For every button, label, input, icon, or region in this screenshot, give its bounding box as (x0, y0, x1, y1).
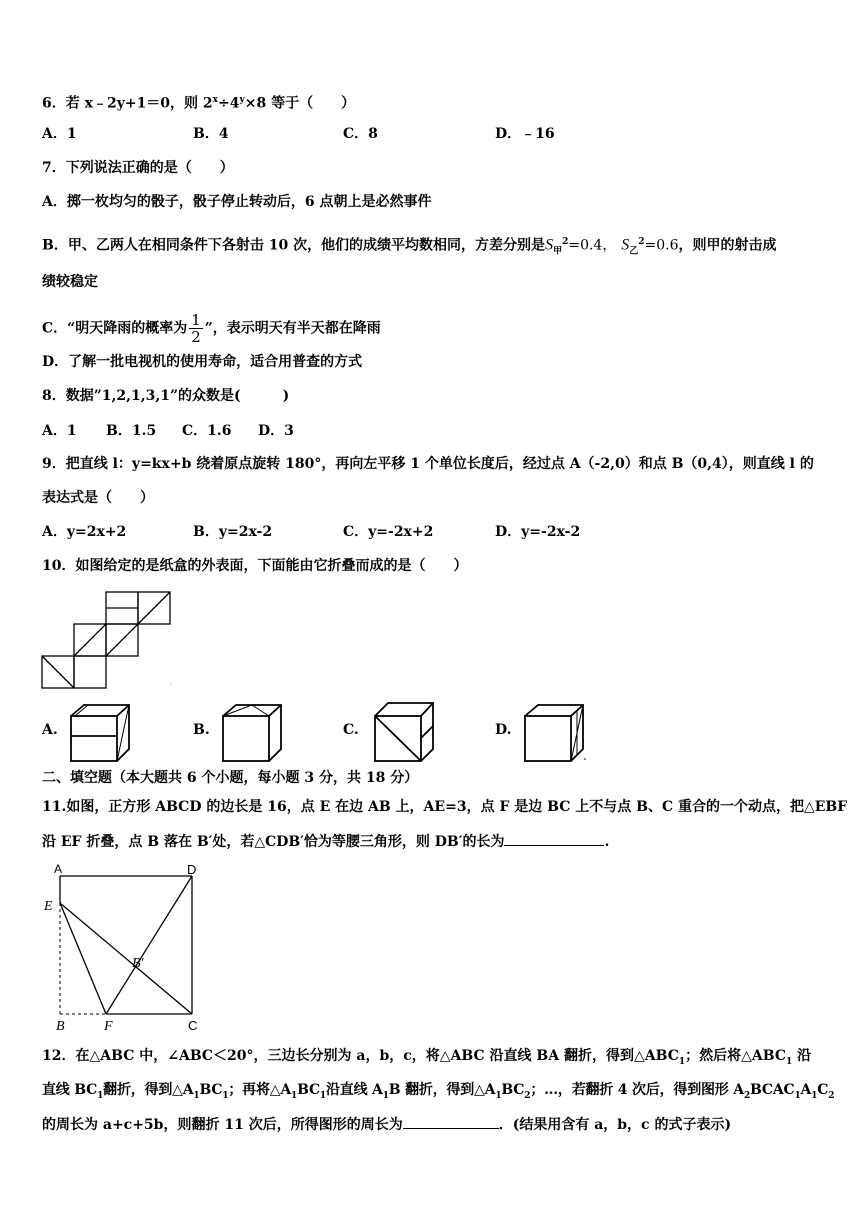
label-b-prime: B′ (132, 956, 144, 971)
q9-stem-line2: 表达式是（ ） (42, 490, 154, 506)
fraction-one-half: $\frac{1}{2}$ (191, 311, 201, 346)
label-d: D (187, 862, 197, 877)
q12-stem-line2: 直线 $BC_1$翻折，得到$\triangle A_1BC_1$；再将$\triangle A_1BC_1$沿直线 $A_1B$ 翻折，得到$\triangle A_1BC_2$；…，若翻折 4 次后，得到图形 $A_2BCAC_1A_1C_2$ (42, 1082, 835, 1101)
q9-option-d: D．y=-2x-2 (495, 524, 581, 540)
stray-mark: . (170, 680, 172, 687)
q8-option-a: A．1 (42, 423, 77, 439)
q10-option-a-label: A. (42, 722, 58, 738)
cube-option-d (522, 702, 588, 764)
answer-blank-q12[interactable] (403, 1114, 499, 1129)
q7-option-b-line2: 绩较稳定 (42, 274, 98, 290)
q6-stem: 6．若 x﹣2y+1＝0，则 $2^x\div 4^y\times 8$ 等于（ ） (42, 95, 356, 112)
q7-stem: 7．下列说法正确的是（ ） (42, 160, 234, 176)
q7-option-c: C．“明天降雨的概率为 $\frac{1}{2}$ ”，表示明天有半天都在降雨 (42, 311, 381, 346)
q7-option-b-line1: B．甲、乙两人在相同条件下各射击 10 次，他们的成绩平均数相同，方差分别是$S_甲^2=0.4$， $S_乙^2=0.6$，则甲的射击成 (42, 236, 777, 257)
q6-option-c: C．8 (343, 126, 378, 142)
q7-option-a: A．掷一枚均匀的骰子，骰子停止转动后，6 点朝上是必然事件 (42, 194, 432, 210)
q6-option-b: B．4 (193, 126, 229, 142)
q9-option-c: C．y=-2x+2 (343, 524, 434, 540)
q9-option-a: A．y=2x+2 (42, 524, 127, 540)
q10-stem: 10．如图给定的是纸盒的外表面，下面能由它折叠而成的是（ ） (42, 558, 468, 574)
q8-stem: 8．数据”1,2,1,3,1”的众数是( ) (42, 388, 290, 404)
label-b: B (56, 1019, 65, 1034)
q9-stem-line1: 9．把直线 l：y=kx+b 绕着原点旋转 180°，再向左平移 1 个单位长度后，经过点 A（-2,0）和点 B（0,4），则直线 l 的 (42, 456, 814, 472)
q8-option-d: D．3 (258, 423, 294, 439)
q7-option-d: D．了解一批电视机的使用寿命，适合用普查的方式 (42, 354, 363, 370)
q10-option-b-label: B. (193, 722, 210, 738)
q9-option-b: B．y=2x-2 (193, 524, 273, 540)
label-e: E (44, 899, 53, 914)
label-a: A (54, 862, 63, 876)
square-fold-figure (40, 858, 220, 1036)
q8-option-c: C．1.6 (182, 423, 232, 439)
q11-stem-line2: 沿 EF 折叠，点 B 落在 B′处，若△CDB′恰为等腰三角形，则 DB′的长为 . (42, 831, 609, 852)
cube-option-c (372, 700, 436, 764)
q12-stem-line3: 的周长为 a+c+5b，则翻折 11 次后，所得图形的周长为 ．(结果用含有 a，b，c 的式子表示) (42, 1114, 731, 1135)
q8-option-b: B．1.5 (106, 423, 157, 439)
section-2-heading: 二、填空题（本大题共 6 个小题，每小题 3 分，共 18 分） (42, 770, 419, 786)
label-c: C (188, 1018, 198, 1033)
cube-option-a (68, 702, 132, 764)
answer-blank-q11[interactable] (504, 831, 604, 846)
q10-option-c-label: C. (343, 722, 359, 738)
box-net-figure (40, 590, 180, 692)
cube-option-b (220, 702, 284, 764)
label-f: F (104, 1019, 113, 1034)
q11-stem-line1: 11.如图，正方形 ABCD 的边长是 16，点 E 在边 AB 上，AE=3，点 F 是边 BC 上不与点 B、C 重合的一个动点，把△EBF (42, 799, 848, 815)
q12-stem-line1: 12．在△ABC 中，∠ABC＜20°，三边长分别为 a，b，c，将△ABC 沿直线 BA 翻折，得到$\triangle ABC_1$；然后将$\triangle ABC_1$ 沿 (42, 1048, 812, 1067)
q10-option-d-label: D. (495, 722, 512, 738)
q6-option-d: D．﹣16 (495, 126, 555, 142)
q6-option-a: A．1 (42, 126, 77, 142)
